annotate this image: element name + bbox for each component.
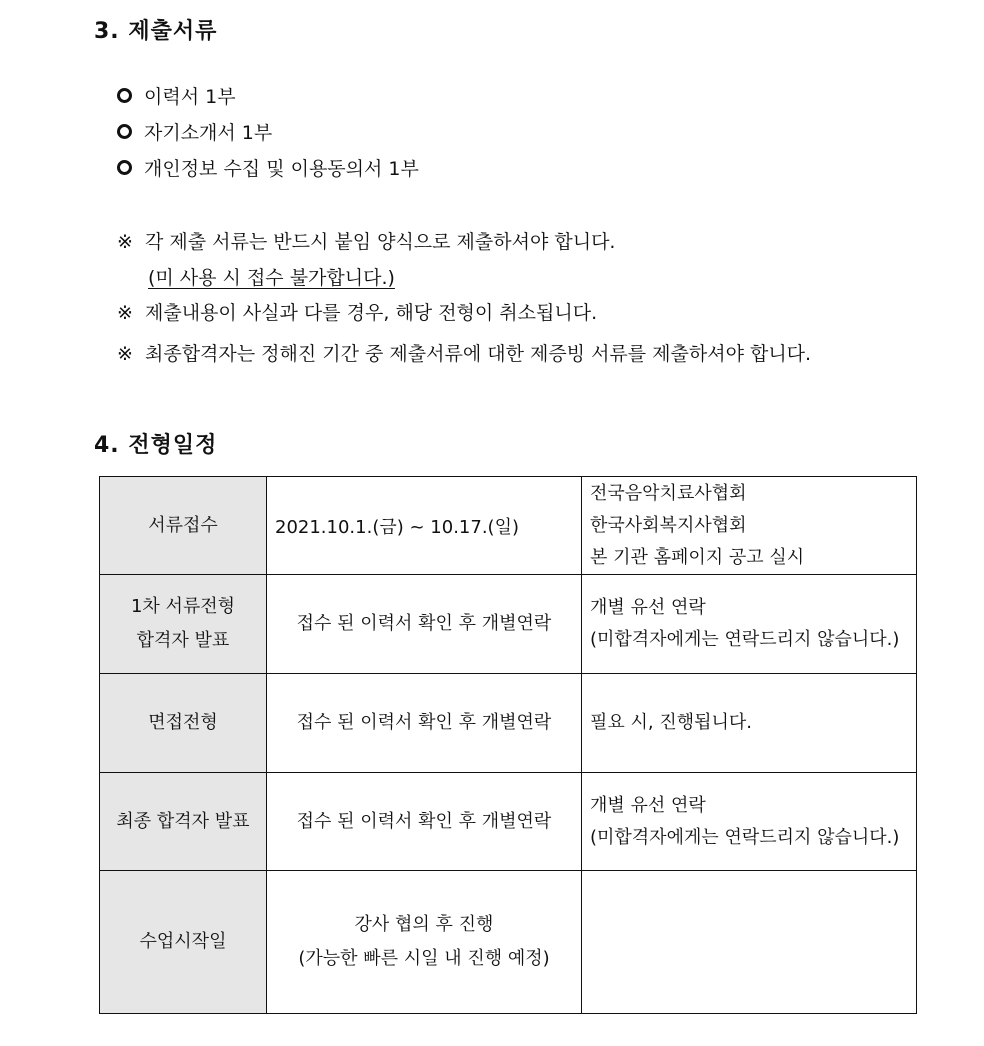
period-line: 접수 된 이력서 확인 후 개별연락 <box>296 613 552 634</box>
remark-line: 본 기관 홈페이지 공고 실시 <box>590 546 805 568</box>
note-1 <box>117 227 615 254</box>
table-row <box>100 674 917 773</box>
remark-line: 개별 유선 연락 <box>590 794 706 816</box>
remark-line: (미합격자에게는 연락드리지 않습니다.) <box>590 826 900 848</box>
reference-mark-icon: ※ <box>117 231 133 253</box>
remark-cell <box>582 575 917 674</box>
note-text: 각 제출 서류는 반드시 붙임 양식으로 제출하셔야 합니다. <box>145 231 616 253</box>
note-text: 최종합격자는 정해진 기간 중 제출서류에 대한 제증빙 서류를 제출하셔야 합니다. <box>145 343 812 365</box>
label-line: 1차 서류전형 <box>130 596 236 617</box>
remark-line: 전국음악치료사협회 <box>590 482 747 504</box>
period-line: 2021.10.1.(금) ~ 10.17.(일) <box>275 516 519 538</box>
remark-line: 한국사회복지사협회 <box>590 514 747 536</box>
table-row <box>100 871 917 1014</box>
note-2 <box>117 298 597 325</box>
document-item-3 <box>117 154 419 181</box>
remark-line: 필요 시, 진행됩니다. <box>590 712 752 733</box>
period-cell <box>267 773 582 871</box>
schedule-table <box>99 476 917 1014</box>
label-line: 면접전형 <box>148 712 218 733</box>
period-cell <box>267 674 582 773</box>
remark-cell <box>582 674 917 773</box>
label-line: 최종 합격자 발표 <box>116 810 250 832</box>
document-item-2 <box>117 118 272 145</box>
remark-cell <box>582 477 917 575</box>
label-cell <box>100 477 267 575</box>
remark-cell <box>582 871 917 1014</box>
circle-bullet-icon <box>117 160 132 175</box>
label-line: 수업시작일 <box>139 931 227 952</box>
table-row <box>100 773 917 871</box>
section-4-title: 4. 전형일정 <box>94 433 218 458</box>
period-line: (가능한 빠른 시일 내 진행 예정) <box>298 948 550 969</box>
table-row <box>100 575 917 674</box>
remark-cell <box>582 773 917 871</box>
period-line: 접수 된 이력서 확인 후 개별연락 <box>296 810 552 832</box>
label-cell <box>100 575 267 674</box>
document-item-text: 개인정보 수집 및 이용동의서 1부 <box>144 158 419 180</box>
reference-mark-icon: ※ <box>117 343 133 365</box>
remark-line: 개별 유선 연락 <box>590 597 706 618</box>
period-line: 접수 된 이력서 확인 후 개별연락 <box>296 712 552 733</box>
label-line: 서류접수 <box>148 514 218 536</box>
document-item-1 <box>117 82 236 109</box>
note-3 <box>117 339 811 366</box>
table-row <box>100 477 917 575</box>
label-cell <box>100 773 267 871</box>
document-item-text: 이력서 1부 <box>144 86 236 108</box>
label-cell <box>100 674 267 773</box>
label-line: 합격자 발표 <box>136 630 230 651</box>
period-cell <box>267 871 582 1014</box>
section-3-title: 3. 제출서류 <box>94 19 218 44</box>
period-cell <box>267 575 582 674</box>
circle-bullet-icon <box>117 88 132 103</box>
period-cell <box>267 477 582 575</box>
period-line: 강사 협의 후 진행 <box>354 914 494 935</box>
reference-mark-icon: ※ <box>117 302 133 324</box>
remark-line: (미합격자에게는 연락드리지 않습니다.) <box>590 629 900 650</box>
circle-bullet-icon <box>117 124 132 139</box>
document-item-text: 자기소개서 1부 <box>144 122 273 144</box>
note-text: 제출내용이 사실과 다를 경우, 해당 전형이 취소됩니다. <box>145 302 598 324</box>
label-cell <box>100 871 267 1014</box>
note-1-sub: (미 사용 시 접수 불가합니다.) <box>148 267 395 289</box>
